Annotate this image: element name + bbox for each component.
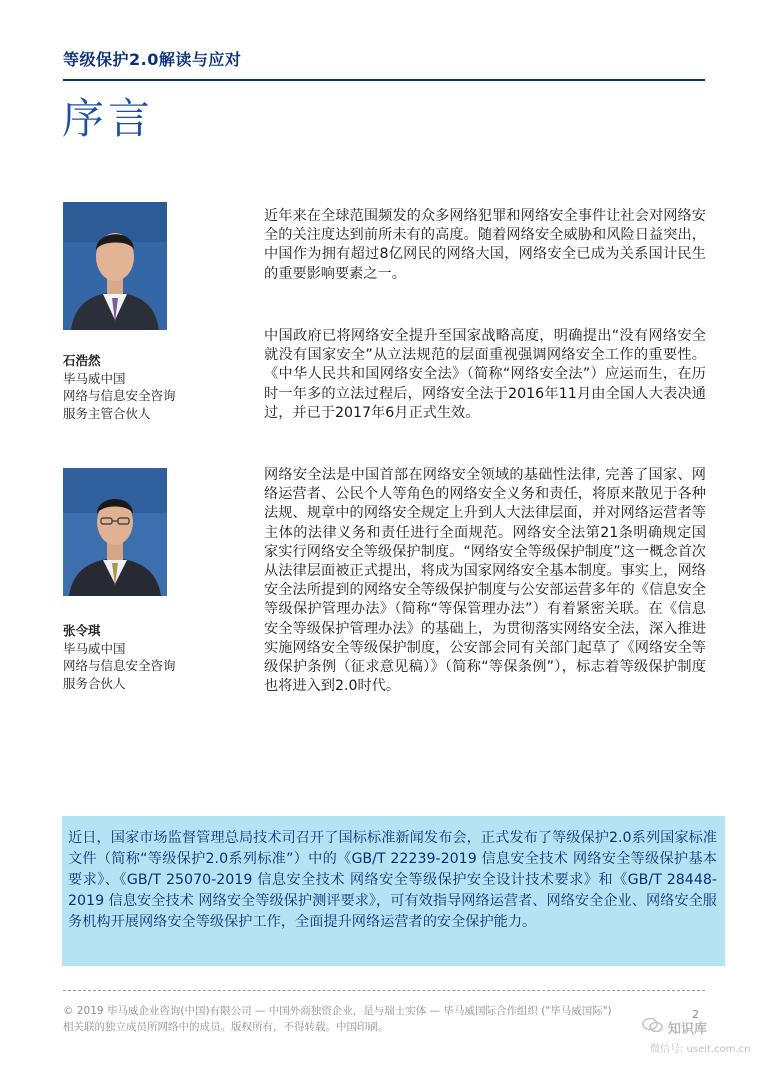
page-title: 序言 [62, 94, 155, 143]
portrait-2-illustration [63, 468, 167, 596]
person-name: 石浩然 [63, 353, 101, 368]
person-info-1 [63, 352, 243, 422]
person-info-2 [63, 622, 243, 692]
page-number: 2 [692, 1008, 699, 1021]
portrait-photo-1 [63, 202, 167, 330]
footer-divider [63, 990, 705, 991]
footer-copyright: © 2019 毕马威企业咨询(中国)有限公司 — 中国外商独资企业，是与瑞士实体 — 毕马威国际合作组织 ("毕马威国际") 相关联的独立成员所网络中的成员。版权所有，不得转载。中国印刷。 [63, 1005, 612, 1033]
portrait-1-illustration [63, 202, 167, 330]
highlight-text: 近日，国家市场监督管理总局技术司召开了国标标准新闻发布会，正式发布了等级保护2.0系列国家标准文件（简称“等级保护2.0系列标准”）中的《GB/T 22239-2019 信息安全技术 网络安全等级保护基本要求》、《GB/T 25070-2019 信息安全技术 网络安全等级保护安全设计技术要求》和《GB/T 28448-2019 信息安全技术 网络安全等级保护测评要求》，可有效指导网络运营者、网络安全企业、网络安全服务机构开展网络安全等级保护工作，全面提升网络运营者的安全保护能力。 [68, 830, 717, 930]
person-org: 毕马威中国 [63, 640, 126, 656]
body-paragraph-1: 近年来在全球范围频发的众多网络犯罪和网络安全事件让社会对网络安全的关注度达到前所未有的高度。随着网络安全威胁和风险日益突出，中国作为拥有超过8亿网民的网络大国，网络安全已成为关系国计民生的重要影响要素之一。 [264, 208, 706, 282]
header-divider [63, 79, 705, 81]
person-name: 张令琪 [63, 623, 101, 638]
person-role-line1: 网络与信息安全咨询 [63, 388, 176, 403]
wechat-watermark-icon [642, 1016, 664, 1034]
document-header-title: 等级保护2.0解读与应对 [63, 50, 242, 69]
watermark-subtitle: 微信号: useit.com.cn [650, 1044, 751, 1055]
body-paragraph-2: 中国政府已将网络安全提升至国家战略高度，明确提出“没有网络安全就没有国家安全”从立法规范的层面重视强调网络安全工作的重要性。《中华人民共和国网络安全法》（简称“网络安全法”）应运而生，在历时一年多的立法过程后，网络安全法于2016年11月由全国人大表决通过，并已于2017年6月正式生效。 [264, 328, 706, 421]
person-role-line2: 服务主管合伙人 [63, 405, 151, 421]
body-paragraph-3: 网络安全法是中国首部在网络安全领域的基础性法律, 完善了国家、网络运营者、公民个人等角色的网络安全义务和责任，将原来散见于各种法规、规章中的网络安全规定上升到人大法律层面，并对网络运营者等主体的法律义务和责任进行全面规范。网络安全法第21条明确规定国家实行网络安全等级保护制度。“网络安全等级保护制度”这一概念首次从法律层面被正式提出，将成为国家网络安全基本制度。事实上，网络安全法所提到的网络安全等级保护制度与公安部运营多年的《信息安全等级保护管理办法》（简称“等保管理办法”）有着紧密关联。在《信息安全等级保护管理办法》的基础上，为贯彻落实网络安全法，深入推进实施网络安全等级保护制度，公安部会同有关部门起草了《网络安全等级保护条例（征求意见稿）》（简称“等保条例”），标志着等级保护制度也将进入到2.0时代。 [264, 467, 706, 695]
person-role-line1: 网络与信息安全咨询 [63, 658, 176, 673]
person-role-line2: 服务合伙人 [63, 675, 126, 691]
portrait-photo-2 [63, 468, 167, 596]
highlight-box [62, 816, 725, 966]
watermark-brand: 知识库 [668, 1022, 708, 1037]
person-org: 毕马威中国 [63, 370, 126, 386]
